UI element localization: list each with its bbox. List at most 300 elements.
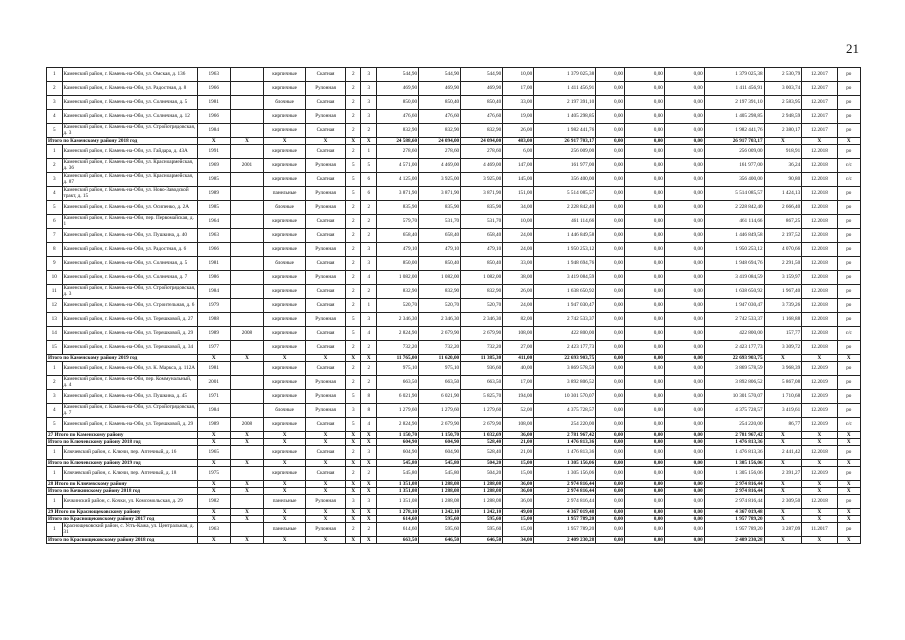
area-living-cell: 6 021,90	[419, 390, 461, 404]
fund-cell: 0,00	[625, 362, 665, 376]
entrances-cell: 3	[361, 96, 377, 110]
table-row	[47, 495, 861, 509]
fund-cell: 0,00	[596, 460, 625, 467]
table-row	[47, 446, 861, 460]
entrances-cell: 2	[361, 215, 377, 229]
fund-cell: 0,00	[596, 229, 625, 243]
x-cell: X	[345, 439, 361, 446]
method-cell: ро	[837, 243, 860, 257]
table-row	[47, 187, 861, 201]
residents-cell: 82,00	[503, 313, 534, 327]
unit-cost-cell: 2 391,27	[764, 467, 802, 481]
x-cell: X	[345, 488, 361, 495]
owners-fund-cell: 161 977,00	[704, 159, 764, 173]
fund-cell: 0,00	[596, 68, 625, 82]
fund-cell: 0,00	[625, 439, 665, 446]
cost-cell: 4 375 728,57	[534, 404, 596, 418]
floors-cell: 2	[345, 96, 361, 110]
fund-cell: 0,00	[596, 509, 625, 516]
wall-material-cell: блочные	[264, 257, 306, 271]
x-cell: X	[764, 432, 802, 439]
roof-type-cell: Рулонная	[306, 390, 346, 404]
address-cell: Каменский район, г. Камень-на-Оби, ул. Красноармейская, д. 36	[62, 159, 197, 173]
floors-cell: 2	[345, 229, 361, 243]
floors-cell: 2	[345, 362, 361, 376]
deadline-cell: 12.2019	[802, 376, 837, 390]
area-res-cell: 732,20	[461, 341, 503, 355]
cost-cell: 422 800,00	[534, 327, 596, 341]
owners-fund-cell: 1 476 813,36	[704, 439, 764, 446]
area-living-cell: 1 288,08	[419, 488, 461, 495]
x-cell: X	[345, 516, 361, 523]
owners-fund-cell: 1 476 813,36	[704, 446, 764, 460]
fund-cell: 0,00	[625, 138, 665, 145]
x-cell: X	[802, 432, 837, 439]
fund-cell: 0,00	[596, 173, 625, 187]
x-cell: X	[764, 439, 802, 446]
table-row	[47, 376, 861, 390]
fund-cell: 0,00	[596, 201, 625, 215]
entrances-cell: 3	[361, 495, 377, 509]
area-living-cell: 1 242,10	[419, 509, 461, 516]
table-row	[47, 404, 861, 418]
area-res-cell: 469,90	[461, 82, 503, 96]
fund-cell: 0,00	[664, 537, 704, 544]
entrances-cell: 6	[361, 173, 377, 187]
year-commission-cell	[230, 68, 263, 82]
area-total-cell: 11 765,00	[376, 355, 418, 362]
owners-fund-cell: 2 974 816,44	[704, 488, 764, 495]
entrances-cell: 3	[361, 68, 377, 82]
residents-cell: 483,00	[503, 138, 534, 145]
area-living-cell: 1 082,00	[419, 271, 461, 285]
residents-cell: 17,00	[503, 82, 534, 96]
x-cell: X	[837, 481, 860, 488]
fund-cell: 0,00	[664, 257, 704, 271]
area-living-cell: 1 288,08	[419, 481, 461, 488]
owners-fund-cell: 422 800,00	[704, 327, 764, 341]
row-number: 15	[47, 341, 63, 355]
floors-cell: 5	[345, 390, 361, 404]
area-living-cell: 278,60	[419, 145, 461, 159]
area-res-cell: 2 679,90	[461, 418, 503, 432]
fund-cell: 0,00	[664, 341, 704, 355]
deadline-cell: 12.2019	[802, 418, 837, 432]
table-row	[47, 82, 861, 96]
roof-type-cell: Скатная	[306, 124, 346, 138]
area-living-cell: 975,10	[419, 362, 461, 376]
area-total-cell: 663,50	[376, 376, 418, 390]
year-built-cell: 1963	[197, 523, 230, 537]
method-cell: ро	[837, 313, 860, 327]
x-cell: X	[306, 355, 346, 362]
residents-cell: 145,00	[503, 173, 534, 187]
address-cell: Каменский район, г. Камень-на-Оби, ул. Стройотрядовская, д. 3	[63, 124, 196, 136]
wall-material-cell: кирпичные	[264, 110, 306, 124]
x-cell: X	[306, 488, 346, 495]
fund-cell: 0,00	[596, 96, 625, 110]
table-row	[47, 110, 861, 124]
year-built-cell: 1988	[197, 313, 230, 327]
roof-type-cell: Рулонная	[306, 159, 346, 173]
total-label: Итого по Ключевскому району 2019 год	[47, 460, 198, 467]
table-row	[47, 257, 861, 271]
cost-cell: 1 957 789,20	[534, 516, 596, 523]
deadline-cell: 12.2018	[802, 243, 837, 257]
method-cell: с/с	[837, 173, 860, 187]
method-cell: ро	[837, 201, 860, 215]
area-res-cell: 3 925,00	[461, 173, 503, 187]
floors-cell: 2	[345, 110, 361, 124]
area-total-cell: 1 150,70	[376, 432, 418, 439]
year-commission-cell	[230, 299, 263, 313]
area-res-cell: 520,70	[461, 299, 503, 313]
roof-type-cell: Скатная	[306, 467, 346, 481]
unit-cost-cell: 86,77	[764, 418, 802, 432]
x-cell: X	[837, 537, 860, 544]
year-commission-cell	[230, 257, 263, 271]
fund-cell: 0,00	[625, 68, 665, 82]
x-cell: X	[230, 488, 263, 495]
fund-cell: 0,00	[625, 187, 665, 201]
owners-fund-cell: 2 423 177,73	[704, 341, 764, 355]
cost-cell: 1 957 789,20	[534, 523, 596, 537]
row-number: 9	[47, 257, 63, 271]
total-label: Итого по Кочкинскому району 2018 год	[47, 488, 198, 495]
fund-cell: 0,00	[625, 201, 665, 215]
deadline-cell: 12.2018	[802, 229, 837, 243]
unit-cost-cell: 3 003,74	[764, 82, 802, 96]
year-commission-cell	[230, 376, 263, 390]
fund-cell: 0,00	[625, 145, 665, 159]
unit-cost-cell: 2 441,42	[764, 446, 802, 460]
x-cell: X	[230, 138, 263, 145]
x-cell: X	[264, 537, 306, 544]
wall-material-cell: блочные	[264, 96, 306, 110]
area-res-cell: 5 825,70	[461, 390, 503, 404]
year-built-cell: 1984	[197, 124, 230, 138]
area-res-cell: 2 679,90	[461, 327, 503, 341]
year-commission-cell	[230, 173, 263, 187]
x-cell: X	[361, 488, 377, 495]
row-number: 2	[47, 376, 63, 390]
year-commission-cell	[230, 404, 263, 418]
fund-cell: 0,00	[664, 159, 704, 173]
area-living-cell: 604,90	[419, 446, 461, 460]
deadline-cell: 12.2018	[802, 271, 837, 285]
address-cell: Каменский район, г. Камень-на-Оби, ул. Терешковой, д. 27	[62, 313, 197, 327]
owners-fund-cell: 1 957 789,20	[704, 516, 764, 523]
residents-cell: 15,00	[503, 516, 534, 523]
x-cell: X	[802, 537, 837, 544]
area-total-cell: 850,00	[376, 257, 418, 271]
total-label: 28 Итого по Ключевскому району	[47, 481, 198, 488]
residents-cell: 10,00	[503, 215, 534, 229]
area-total-cell: 850,00	[376, 96, 418, 110]
x-cell: X	[764, 488, 802, 495]
unit-cost-cell: 157,77	[764, 327, 802, 341]
owners-fund-cell: 2 742 533,37	[704, 313, 764, 327]
x-cell: X	[802, 481, 837, 488]
cost-cell: 2 781 967,42	[534, 432, 596, 439]
area-living-cell: 1 150,70	[419, 432, 461, 439]
address-cell: Каменский район, г. Камень-на-Оби, ул. Стройотрядовская, д. 3	[63, 285, 196, 297]
owners-fund-cell: 4 375 728,57	[704, 404, 764, 418]
year-built-cell: 1982	[197, 495, 230, 509]
total-label: Итого по Каменскому району 2018 год	[47, 138, 198, 145]
floors-cell: 2	[345, 215, 361, 229]
area-living-cell: 469,90	[419, 82, 461, 96]
roof-type-cell: Скатная	[306, 229, 346, 243]
x-cell: X	[230, 509, 263, 516]
year-commission-cell	[230, 187, 263, 201]
year-built-cell: 1963	[197, 68, 230, 82]
entrances-cell: 1	[361, 145, 377, 159]
year-commission-cell	[230, 523, 263, 537]
x-cell: X	[197, 138, 230, 145]
year-commission-cell	[230, 110, 263, 124]
owners-fund-cell: 1 305 156,06	[704, 467, 764, 481]
roof-type-cell: Скатная	[306, 215, 346, 229]
cost-cell: 161 977,00	[534, 159, 596, 173]
area-living-cell: 1 288,08	[419, 495, 461, 509]
unit-cost-cell: 918,91	[764, 145, 802, 159]
row-number: 4	[47, 110, 63, 124]
unit-cost-cell: 2 948,59	[764, 110, 802, 124]
area-res-cell: 1 242,10	[461, 509, 503, 516]
address-cell: Каменский район, г. Камень-на-Оби, ул. Пушкина, д. 45	[62, 390, 197, 404]
wall-material-cell: кирпичные	[264, 341, 306, 355]
area-res-cell: 832,90	[461, 124, 503, 138]
residents-cell: 36,00	[503, 481, 534, 488]
fund-cell: 0,00	[664, 96, 704, 110]
method-cell: ро	[837, 110, 860, 124]
unit-cost-cell: 5 867,08	[764, 376, 802, 390]
fund-cell: 0,00	[664, 68, 704, 82]
x-cell: X	[837, 516, 860, 523]
cost-cell: 1 950 253,12	[534, 243, 596, 257]
fund-cell: 0,00	[664, 82, 704, 96]
area-living-cell: 476,60	[419, 110, 461, 124]
wall-material-cell: панельные	[264, 187, 306, 201]
area-res-cell: 1 279,60	[461, 404, 503, 418]
owners-fund-cell: 22 693 903,75	[704, 355, 764, 362]
area-res-cell: 1 288,08	[461, 495, 503, 509]
table-row	[47, 341, 861, 355]
x-cell: X	[361, 537, 377, 544]
area-total-cell: 1 279,60	[376, 404, 418, 418]
address-cell: Каменский район, г. Камень-на-Оби, ул. К. Маркса, д. 112А	[62, 362, 197, 376]
area-res-cell: 476,60	[461, 110, 503, 124]
area-total-cell: 1 278,10	[376, 509, 418, 516]
wall-material-cell: кирпичные	[264, 271, 306, 285]
year-commission-cell	[230, 145, 263, 159]
year-commission-cell: 2001	[230, 159, 263, 173]
area-living-cell: 4 469,00	[419, 159, 461, 173]
x-cell: X	[264, 516, 306, 523]
cost-cell: 5 514 085,57	[534, 187, 596, 201]
fund-cell: 0,00	[625, 390, 665, 404]
fund-cell: 0,00	[596, 215, 625, 229]
area-living-cell: 531,70	[419, 215, 461, 229]
year-built-cell: 1963	[197, 229, 230, 243]
area-res-cell: 4 469,00	[461, 159, 503, 173]
area-living-cell: 24 094,00	[419, 138, 461, 145]
area-total-cell: 835,90	[376, 201, 418, 215]
method-cell: ро	[837, 145, 860, 159]
unit-cost-cell: 867,25	[764, 215, 802, 229]
x-cell: X	[764, 516, 802, 523]
total-row	[47, 488, 861, 495]
address-cell: Каменский район, г. Камень-на-Оби, ул. Терешковой, д. 29	[62, 327, 197, 341]
fund-cell: 0,00	[596, 285, 625, 299]
residents-cell: 147,00	[503, 159, 534, 173]
area-total-cell: 832,90	[376, 285, 418, 299]
owners-fund-cell: 1 405 298,85	[704, 110, 764, 124]
row-number: 13	[47, 313, 63, 327]
unit-cost-cell: 1 168,88	[764, 313, 802, 327]
x-cell: X	[264, 509, 306, 516]
fund-cell: 0,00	[596, 376, 625, 390]
table-row	[47, 215, 861, 229]
cost-cell: 2 974 816,44	[534, 481, 596, 488]
x-cell: X	[306, 481, 346, 488]
fund-cell: 0,00	[625, 355, 665, 362]
entrances-cell: 2	[361, 341, 377, 355]
method-cell: ро	[837, 124, 860, 138]
year-built-cell: 1965	[197, 446, 230, 460]
area-total-cell: 278,60	[376, 145, 418, 159]
deadline-cell: 12.2018	[802, 145, 837, 159]
owners-fund-cell: 1 379 025,38	[704, 68, 764, 82]
method-cell: ро	[837, 467, 860, 481]
row-number: 5	[47, 124, 63, 138]
area-res-cell: 528,40	[461, 446, 503, 460]
year-commission-cell	[230, 215, 263, 229]
deadline-cell: 12.2018	[802, 313, 837, 327]
row-number: 1	[47, 467, 63, 481]
wall-material-cell: панельные	[264, 523, 306, 537]
fund-cell: 0,00	[625, 516, 665, 523]
owners-fund-cell: 1 305 156,06	[704, 460, 764, 467]
roof-type-cell: Рулонная	[306, 271, 346, 285]
entrances-cell: 3	[361, 243, 377, 257]
owners-fund-cell: 4 367 019,48	[704, 509, 764, 516]
owners-fund-cell: 1 957 789,20	[704, 523, 764, 537]
area-living-cell: 545,80	[419, 460, 461, 467]
method-cell: с/с	[837, 418, 860, 432]
residents-cell: 15,00	[503, 467, 534, 481]
wall-material-cell: кирпичные	[264, 159, 306, 173]
fund-cell: 0,00	[596, 467, 625, 481]
area-living-cell: 646,50	[419, 537, 461, 544]
area-total-cell: 544,90	[376, 68, 418, 82]
method-cell: ро	[837, 299, 860, 313]
roof-type-cell: Рулонная	[306, 313, 346, 327]
residents-cell: 17,00	[503, 376, 534, 390]
table-row	[47, 327, 861, 341]
cost-cell: 1 305 156,06	[534, 460, 596, 467]
unit-cost-cell: 36,24	[764, 159, 802, 173]
address-cell: Каменский район, г. Камень-на-Оби, пер. Коммунальный, д. 4	[62, 376, 197, 390]
residents-cell: 49,00	[503, 509, 534, 516]
floors-cell: 2	[345, 82, 361, 96]
owners-fund-cell: 256 009,00	[704, 145, 764, 159]
address-cell: Каменский район, г. Камень-на-Оби, ул. Терешковой, д. 29	[62, 418, 197, 432]
x-cell: X	[197, 355, 230, 362]
row-number: 10	[47, 271, 63, 285]
area-living-cell: 732,20	[419, 341, 461, 355]
row-number: 6	[47, 215, 63, 229]
method-cell: ро	[837, 446, 860, 460]
x-cell: X	[345, 509, 361, 516]
area-living-cell: 545,80	[419, 467, 461, 481]
unit-cost-cell: 4 070,66	[764, 243, 802, 257]
owners-fund-cell: 2 228 842,40	[704, 201, 764, 215]
year-built-cell: 1966	[197, 110, 230, 124]
fund-cell: 0,00	[625, 96, 665, 110]
x-cell: X	[197, 516, 230, 523]
year-built-cell: 1985	[197, 173, 230, 187]
area-total-cell: 604,90	[376, 439, 418, 446]
fund-cell: 0,00	[625, 313, 665, 327]
owners-fund-cell: 2 974 816,44	[704, 495, 764, 509]
total-label: Итого по Ключевскому району 2018 год	[47, 439, 198, 446]
area-total-cell: 545,80	[376, 460, 418, 467]
x-cell: X	[345, 432, 361, 439]
residents-cell: 34,00	[503, 537, 534, 544]
table-row	[47, 523, 861, 537]
fund-cell: 0,00	[596, 159, 625, 173]
residents-cell: 38,00	[503, 271, 534, 285]
total-row	[47, 481, 861, 488]
address-cell: Каменский район, г. Камень-на-Оби, ул. Терешковой, д. 34	[62, 341, 197, 355]
roof-type-cell: Скатная	[306, 173, 346, 187]
area-res-cell: 850,40	[461, 96, 503, 110]
x-cell: X	[306, 439, 346, 446]
unit-cost-cell: 3 968,39	[764, 362, 802, 376]
fund-cell: 0,00	[664, 439, 704, 446]
total-row	[47, 138, 861, 145]
cost-cell: 22 693 903,75	[534, 355, 596, 362]
address-cell: Каменский район, г. Камень-на-Оби, ул. Ново-Заводской тракт, д. 15	[62, 187, 197, 201]
area-res-cell: 595,60	[461, 523, 503, 537]
area-total-cell: 732,20	[376, 341, 418, 355]
x-cell: X	[802, 516, 837, 523]
roof-type-cell: Скатная	[306, 362, 346, 376]
residents-cell: 27,00	[503, 341, 534, 355]
method-cell: ро	[837, 82, 860, 96]
year-built-cell: 1986	[197, 271, 230, 285]
address-cell: Каменский район, г. Камень-на-Оби, ул. Осипенко, д. 2А	[62, 201, 197, 215]
fund-cell: 0,00	[596, 271, 625, 285]
residents-cell: 52,00	[503, 404, 534, 418]
fund-cell: 0,00	[625, 82, 665, 96]
page-number: 21	[846, 41, 859, 56]
residents-cell: 21,00	[503, 446, 534, 460]
row-number: 1	[47, 68, 63, 82]
table-row	[47, 201, 861, 215]
floors-cell: 3	[345, 495, 361, 509]
residents-cell: 26,00	[503, 285, 534, 299]
entrances-cell: 4	[361, 271, 377, 285]
x-cell: X	[802, 509, 837, 516]
fund-cell: 0,00	[596, 432, 625, 439]
fund-cell: 0,00	[664, 376, 704, 390]
fund-cell: 0,00	[625, 432, 665, 439]
deadline-cell: 12.2017	[802, 82, 837, 96]
address-cell: Каменский район, г. Камень-на-Оби, ул. Строительная, д. 6	[62, 299, 197, 313]
